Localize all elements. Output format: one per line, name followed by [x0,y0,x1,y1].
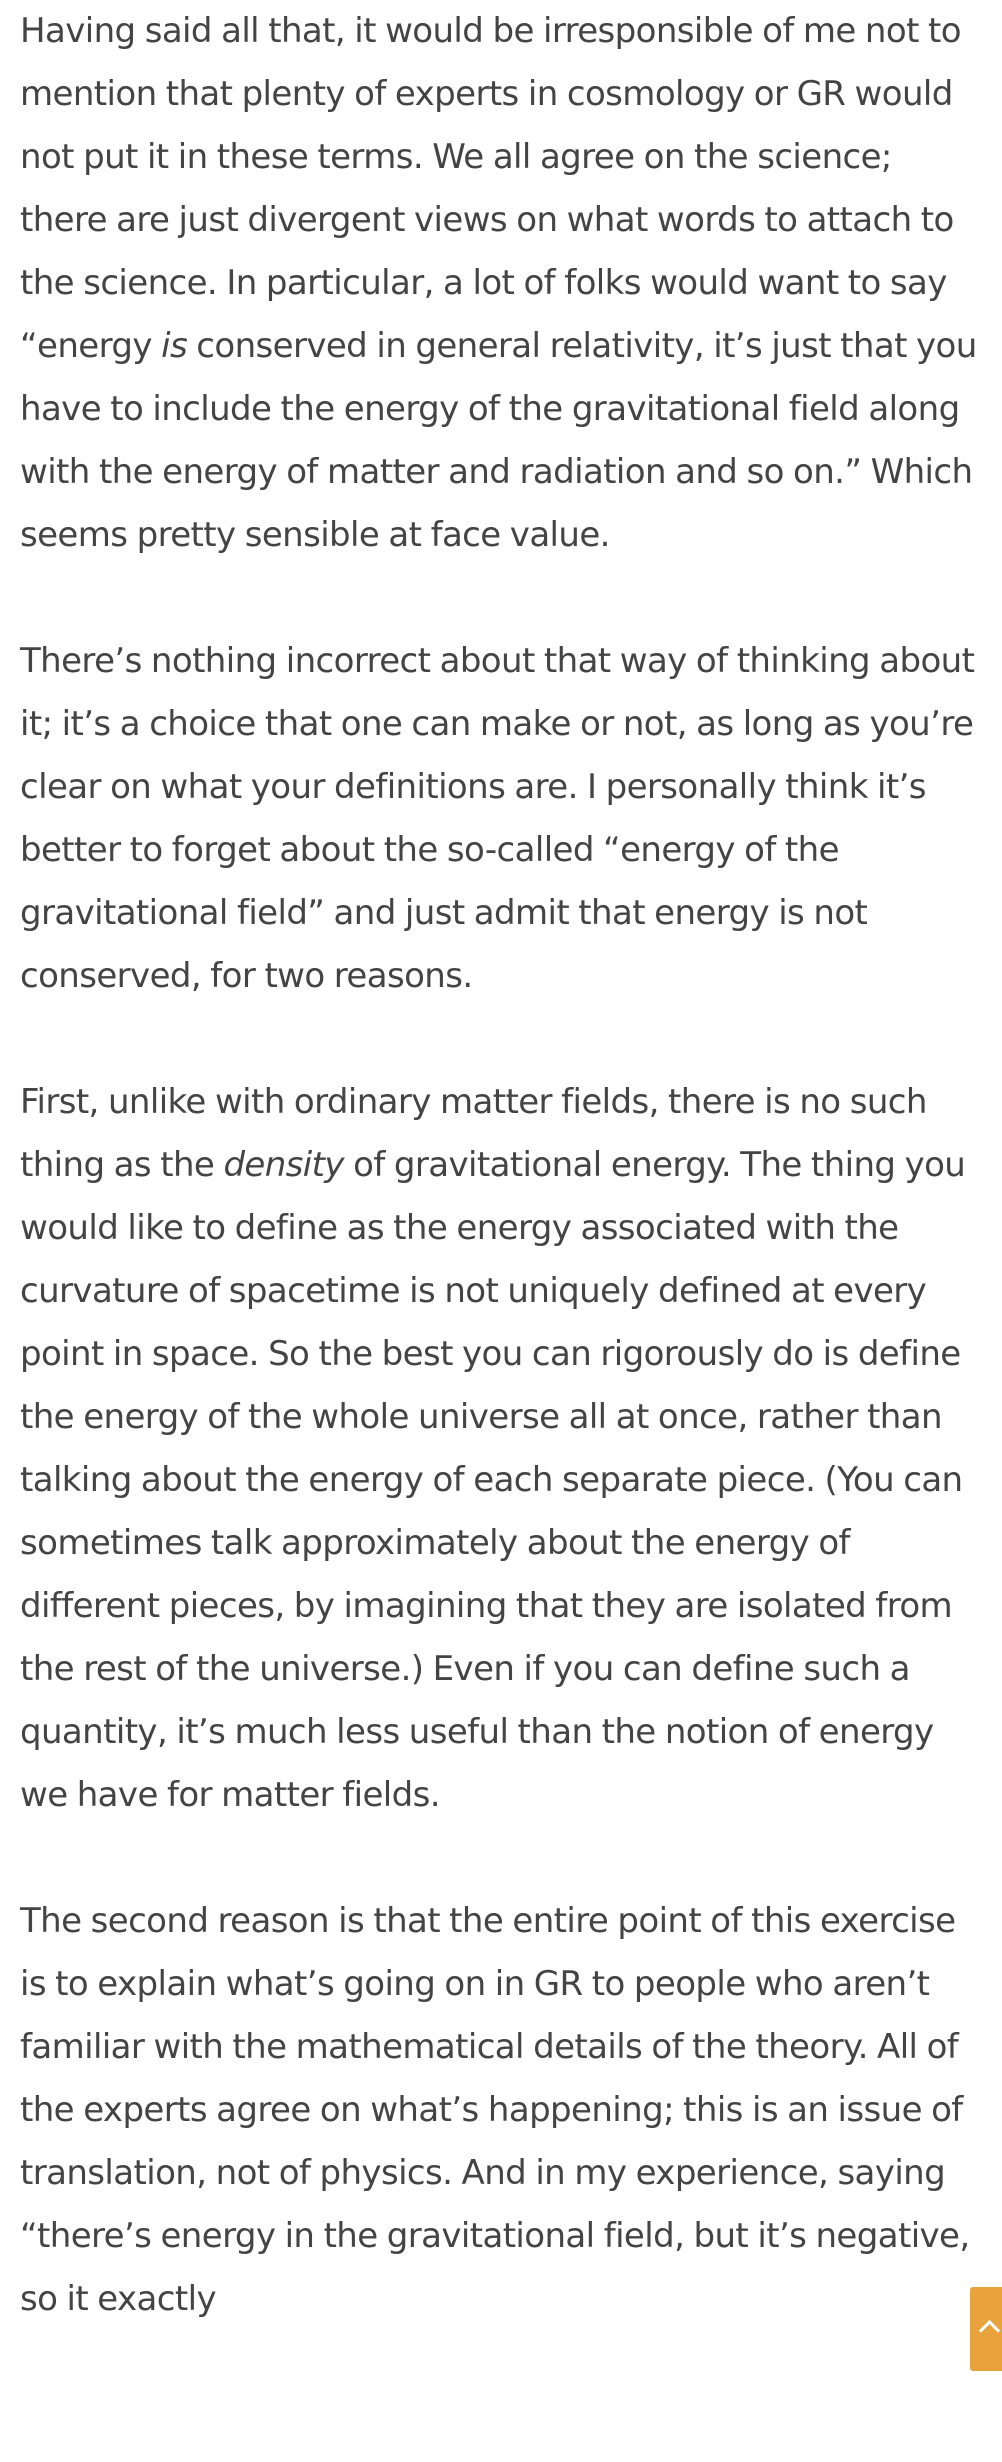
paragraph-1-text-end: conserved in general relativity, it’s just that you have to include the energy of the gravitational field along with the energy of matter and radiation and so on.” Which seems pretty sensible at face value. [20,326,977,555]
paragraph-2: There’s nothing incorrect about that way of thinking about it; it’s a choice that one can make or not, as long as you’re clear on what your definitions are. I personally think it’s better to forget about the so-called “energy of the gravitational field” and just admit that energy is not conserved, for two reasons. [20,641,975,996]
scroll-to-top-button[interactable] [970,2287,1002,2371]
paragraph-4: The second reason is that the entire point of this exercise is to explain what’s going on in GR to people who aren’t familiar with the mathematical details of the theory. All of the experts agree on what’s happening; this is an issue of translation, not of physics. And in my experience, saying “there’s energy in the gravitational field, but it’s negative, so it exactly [20,1901,970,2319]
paragraph-3-emphasis: density [223,1145,344,1185]
chevron-up-icon [979,2320,1000,2341]
paragraph-1-emphasis: is [161,326,188,366]
paragraph-1-text-start: Having said all that, it would be irresponsible of me not to mention that plenty of experts in cosmology or GR would not put it in these terms. We all agree on the science; there are just divergent views on what words to attach to the science. In particular, a lot of folks would want to say “energy [20,11,961,366]
paragraph-3-text-end: of gravitational energy. The thing you would like to define as the energy associated with the curvature of spacetime is not uniquely defined at every point in space. So the best you can rigorously do is define the energy of the whole universe all at once, rather than talking about the energy of each separate piece. (You can sometimes talk approximately about the energy of different pieces, by imagining that they are isolated from the rest of the universe.) Even if you can define such a quantity, it’s much less useful than the notion of energy we have for matter fields. [20,1145,966,1815]
paragraph-1 [20,0,982,567]
paragraph-3 [20,1071,982,1827]
paragraph-3-text-start: First, unlike with ordinary matter fields, there is no such thing as the [20,1082,927,1185]
article-body [20,0,982,2394]
